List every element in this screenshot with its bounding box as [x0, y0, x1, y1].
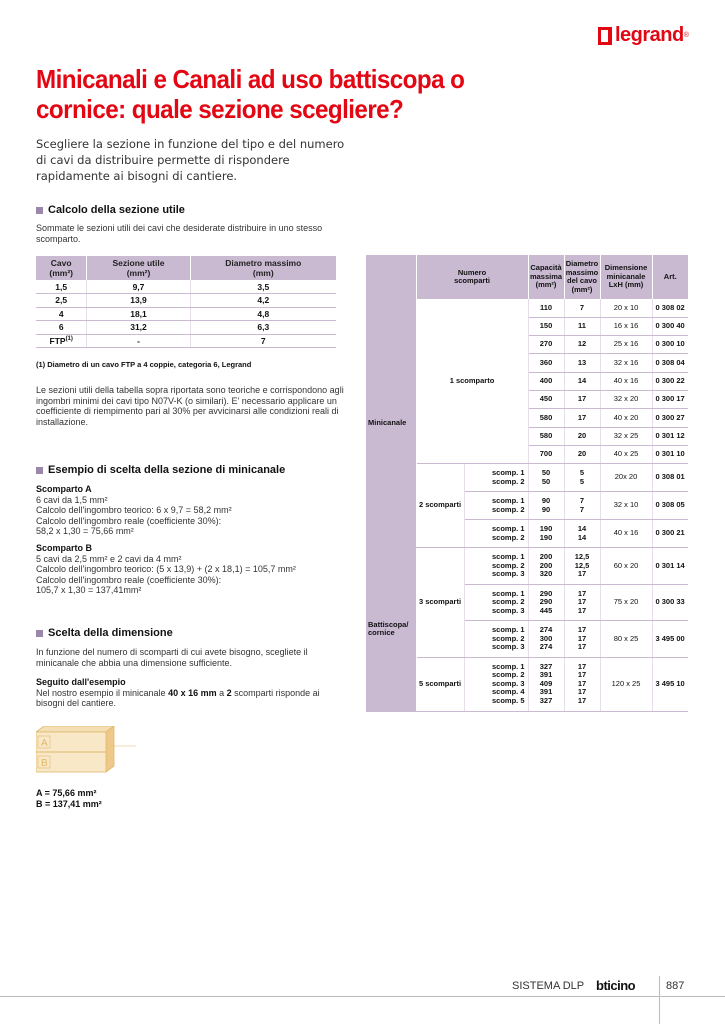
cell-line: 17: [577, 588, 587, 598]
table-cell: 0 301 14: [652, 548, 688, 585]
table-cell: 25 x 16: [600, 336, 652, 354]
bullet-square-icon: [36, 630, 43, 637]
table-cell: 12: [564, 336, 600, 354]
cell-line: scomp. 3: [491, 569, 525, 579]
table-cell: 11: [564, 317, 600, 335]
table-cell: 270: [528, 336, 564, 354]
footer-divider: [0, 996, 725, 997]
table-cell: [464, 584, 528, 621]
table-row: [366, 299, 688, 317]
table-cell: 16 x 16: [600, 317, 652, 335]
table-row: [36, 280, 336, 294]
legrand-logo: legrand ®: [598, 24, 689, 47]
cell-line: scomp. 1: [491, 588, 525, 598]
table-cell: -: [87, 334, 190, 348]
cable-section-table: [36, 256, 336, 348]
table-cell: [528, 464, 564, 492]
table-cell: 0 308 02: [652, 299, 688, 317]
table-cell: [528, 520, 564, 548]
col-header-numero: Numero scomparti: [416, 255, 528, 299]
cell-line: 290: [539, 588, 553, 598]
table-cell: 3 495 10: [652, 657, 688, 711]
cell-line: 190: [539, 524, 553, 534]
cell-line: 300: [539, 633, 553, 643]
cell-line: 90: [541, 504, 551, 514]
table-cell: Battiscopa/ cornice: [366, 548, 416, 712]
minicanali-selection-table: [366, 255, 688, 712]
table-cell: 7: [564, 299, 600, 317]
cell-line: 17: [577, 633, 587, 643]
cell-line: 200: [539, 552, 553, 562]
table-cell: [564, 548, 600, 585]
col-header-dimensione: Dimensione minicanale LxH (mm): [600, 255, 652, 299]
calcolo-text: Sommate le sezioni utili dei cavi che desiderate distribuire in uno stesso scomparto.: [36, 223, 323, 244]
table-cell: [564, 464, 600, 492]
table-cell: 0 301 12: [652, 427, 688, 445]
example-line: 105,7 x 1,30 = 137,41mm²: [36, 585, 142, 595]
cell-line: scomp. 3: [491, 605, 525, 615]
page-number: 887: [666, 980, 685, 992]
cell-line: scomp. 2: [491, 633, 525, 643]
table-cell: 40 x 25: [600, 445, 652, 463]
table-cell: 20 x 10: [600, 299, 652, 317]
example-line: Calcolo dell'ingombro reale (coefficiente 30%):: [36, 574, 222, 585]
table-cell: [528, 492, 564, 520]
cell-line: scomp. 1: [491, 496, 525, 506]
table-cell: 1,5: [36, 280, 87, 294]
table-row: [36, 294, 336, 308]
table-cell: 32 x 16: [600, 354, 652, 372]
table-cell: 13,9: [87, 294, 190, 308]
cell-line: 17: [577, 687, 587, 697]
fig-label-b: B: [41, 758, 48, 769]
col-header-cavo: Cavo (mm²): [36, 256, 87, 280]
table-cell: 6: [36, 321, 87, 335]
scelta-text: In funzione del numero di scomparti di cui avete bisogno, scegliete il minicanale che abbia una dimensione sufficiente.: [36, 647, 308, 668]
table-cell: 20: [564, 427, 600, 445]
result-b: B = 137,41 mm²: [36, 799, 102, 809]
table-cell: 0 300 17: [652, 390, 688, 408]
cell-line: scomp. 1: [491, 524, 525, 534]
bullet-square-icon: [36, 467, 43, 474]
cell-line: 190: [539, 532, 553, 542]
table-cell: [564, 520, 600, 548]
table-cell: 0 308 05: [652, 492, 688, 520]
scomparto-b-title: Scomparto B: [36, 543, 93, 553]
cell-line: 17: [577, 642, 587, 652]
example-line: Calcolo dell'ingombro teorico: (5 x 13,9) + (2 x 18,1) = 105,7 mm²: [36, 564, 296, 574]
cell-line: scomp. 1: [491, 625, 525, 635]
table-cell: 4,8: [190, 307, 336, 321]
table-cell: [564, 492, 600, 520]
footer-vertical-divider: [659, 976, 660, 1024]
table-cell: 20: [564, 445, 600, 463]
table-cell: 2 scomparti: [416, 464, 464, 548]
cell-line: 14: [577, 524, 587, 534]
table-cell: [564, 584, 600, 621]
table-cell: 14: [564, 372, 600, 390]
table-cell: 80 x 25: [600, 621, 652, 658]
table-cell: 75 x 20: [600, 584, 652, 621]
seguito-block: Seguito dall'esempio Nel nostro esempio il minicanale 40 x 16 mm a 2 scomparti risponde ai bisogni del cantiere.: [36, 677, 320, 708]
table-row: [36, 321, 336, 335]
table-cell: 31,2: [87, 321, 190, 335]
cell-line: 14: [577, 532, 587, 542]
cell-line: 50: [541, 476, 551, 486]
scomparto-a-block: [36, 484, 356, 537]
table-cell: 5 scomparti: [416, 657, 464, 711]
example-line: 58,2 x 1,30 = 75,66 mm²: [36, 526, 134, 536]
table-cell: 0 308 04: [652, 354, 688, 372]
scomparto-b-block: [36, 543, 356, 596]
cell-line: 17: [577, 569, 587, 579]
seguito-title: Seguito dall'esempio: [36, 677, 126, 687]
bticino-logo: bticino: [596, 978, 636, 993]
cell-line: scomp. 1: [491, 552, 525, 562]
cell-line: 5: [579, 468, 585, 478]
table-cell: 4: [36, 307, 87, 321]
table-cell: 580: [528, 427, 564, 445]
table-footnote: (1) Diametro di un cavo FTP a 4 coppie, categoria 6, Legrand: [36, 360, 252, 369]
table-cell: [564, 657, 600, 711]
cell-line: 409: [539, 678, 553, 688]
cell-line: 50: [541, 468, 551, 478]
cell-line: 17: [577, 661, 587, 671]
table-cell: [464, 464, 528, 492]
cell-line: scomp. 3: [491, 642, 525, 652]
table-cell: 17: [564, 390, 600, 408]
cell-line: 320: [539, 569, 553, 579]
cell-line: 17: [577, 597, 587, 607]
table-cell: 120 x 25: [600, 657, 652, 711]
table-cell: 40 x 16: [600, 520, 652, 548]
cell-line: scomp. 5: [491, 695, 525, 705]
table-cell: 0 301 10: [652, 445, 688, 463]
table-cell: 150: [528, 317, 564, 335]
example-line: Calcolo dell'ingombro teorico: 6 x 9,7 = 58,2 mm²: [36, 505, 232, 515]
cell-line: 17: [577, 678, 587, 688]
intro-text: Scegliere la sezione in funzione del tipo e del numero di cavi da distribuire permette di rispondere rapidamente ai bisogni di cantiere.: [36, 137, 345, 183]
cell-line: 391: [539, 687, 553, 697]
cell-line: 12,5: [574, 560, 590, 570]
table-cell: 40 x 16: [600, 372, 652, 390]
table-cell: [564, 621, 600, 658]
table-cell: [464, 548, 528, 585]
table-cell: 0 300 40: [652, 317, 688, 335]
col-header-diametro-cavo: Diametro massimo del cavo (mm²): [564, 255, 600, 299]
table-cell: 60 x 20: [600, 548, 652, 585]
table-row: [36, 334, 336, 348]
table-row: [366, 548, 688, 585]
cell-line: scomp. 2: [491, 532, 525, 542]
table-cell: 3 495 00: [652, 621, 688, 658]
cell-line: 17: [577, 625, 587, 635]
cell-line: scomp. 2: [491, 476, 525, 486]
table-cell: 32 x 10: [600, 492, 652, 520]
table-cell: 0 300 27: [652, 409, 688, 427]
col-header-sezione: Sezione utile (mm²): [87, 256, 190, 280]
table-cell: [528, 657, 564, 711]
table-cell: 17: [564, 409, 600, 427]
table-cell: 700: [528, 445, 564, 463]
table-cell: 40 x 20: [600, 409, 652, 427]
cell-line: 7: [579, 504, 585, 514]
table-cell: [464, 520, 528, 548]
table-cell: 3,5: [190, 280, 336, 294]
table-cell: 0 300 33: [652, 584, 688, 621]
cell-line: scomp. 2: [491, 597, 525, 607]
cell-line: scomp. 1: [491, 661, 525, 671]
col-header-diametro: Diametro massimo (mm): [190, 256, 336, 280]
cell-line: 274: [539, 642, 553, 652]
table-cell: 2,5: [36, 294, 87, 308]
minicanale-illustration: [36, 726, 136, 776]
table-cell: 0 300 22: [652, 372, 688, 390]
table-cell: 32 x 25: [600, 427, 652, 445]
cell-line: 7: [579, 496, 585, 506]
table-cell: [464, 492, 528, 520]
cell-line: 5: [579, 476, 585, 486]
legrand-mark-icon: [598, 27, 612, 45]
section-heading-scelta: Scelta della dimensione: [36, 627, 173, 639]
col-header-category: [366, 255, 416, 299]
cell-line: 17: [577, 695, 587, 705]
scomparto-a-title: Scomparto A: [36, 484, 92, 494]
result-a: A = 75,66 mm²: [36, 788, 97, 798]
table-cell: [528, 621, 564, 658]
table-cell: 360: [528, 354, 564, 372]
table-cell: 7: [190, 334, 336, 348]
table-cell: [464, 621, 528, 658]
cell-line: scomp. 1: [491, 468, 525, 478]
cell-line: scomp. 3: [491, 678, 525, 688]
table-cell: 3 scomparti: [416, 548, 464, 658]
table-cell: 450: [528, 390, 564, 408]
table-row: [36, 307, 336, 321]
table-cell: 1 scomparto: [416, 299, 528, 464]
cell-line: scomp. 2: [491, 670, 525, 680]
table-cell: 0 300 21: [652, 520, 688, 548]
cell-line: 12,5: [574, 552, 590, 562]
cell-line: scomp. 2: [491, 504, 525, 514]
cell-line: 445: [539, 605, 553, 615]
cell-line: 90: [541, 496, 551, 506]
table-cell: 20x 20: [600, 464, 652, 492]
col-header-art: Art.: [652, 255, 688, 299]
sezioni-note: Le sezioni utili della tabella sopra riportata sono teoriche e corrispondono agli ingombri minimi dei cavi tipo N07V-K (o similari). E' necessario applicare un coefficiente di riempimento pari al 30% per avvicinarsi alle condizioni reali di installazione.: [36, 385, 344, 427]
table-cell: 4,2: [190, 294, 336, 308]
table-cell: 110: [528, 299, 564, 317]
table-cell: 32 x 20: [600, 390, 652, 408]
section-heading-esempio: Esempio di scelta della sezione di minicanale: [36, 464, 285, 476]
table-cell: [528, 584, 564, 621]
table-cell: [464, 657, 528, 711]
cell-line: 200: [539, 560, 553, 570]
bullet-square-icon: [36, 207, 43, 214]
table-cell: FTP$^{(1)}$: [36, 334, 87, 348]
table-cell: 0 300 10: [652, 336, 688, 354]
cell-line: 327: [539, 695, 553, 705]
example-line: Calcolo dell'ingombro reale (coefficiente 30%):: [36, 515, 222, 526]
table-cell: 400: [528, 372, 564, 390]
example-line: 5 cavi da 2,5 mm² e 2 cavi da 4 mm²: [36, 553, 182, 564]
cell-line: scomp. 4: [491, 687, 525, 697]
section-heading-calcolo: Calcolo della sezione utile: [36, 204, 185, 216]
page-title: Minicanali e Canali ad uso battiscopa o cornice: quale sezione scegliere?: [36, 64, 465, 124]
table-cell: 6,3: [190, 321, 336, 335]
footer-system-name: SISTEMA DLP: [512, 980, 585, 992]
table-cell: 13: [564, 354, 600, 372]
table-cell: 580: [528, 409, 564, 427]
table-cell: [528, 548, 564, 585]
table-cell: 0 308 01: [652, 464, 688, 492]
col-header-capacita: Capacità massima (mm²): [528, 255, 564, 299]
brand-name: legrand: [615, 24, 684, 46]
fig-label-a: A: [41, 738, 48, 749]
example-line: 6 cavi da 1,5 mm²: [36, 494, 108, 505]
cell-line: 17: [577, 605, 587, 615]
table-cell: 9,7: [87, 280, 190, 294]
cell-line: 290: [539, 597, 553, 607]
table-cell: Minicanale: [366, 299, 416, 548]
cell-line: 327: [539, 661, 553, 671]
cell-line: scomp. 2: [491, 560, 525, 570]
cell-line: 274: [539, 625, 553, 635]
cell-line: 391: [539, 670, 553, 680]
table-cell: 18,1: [87, 307, 190, 321]
cell-line: 17: [577, 670, 587, 680]
